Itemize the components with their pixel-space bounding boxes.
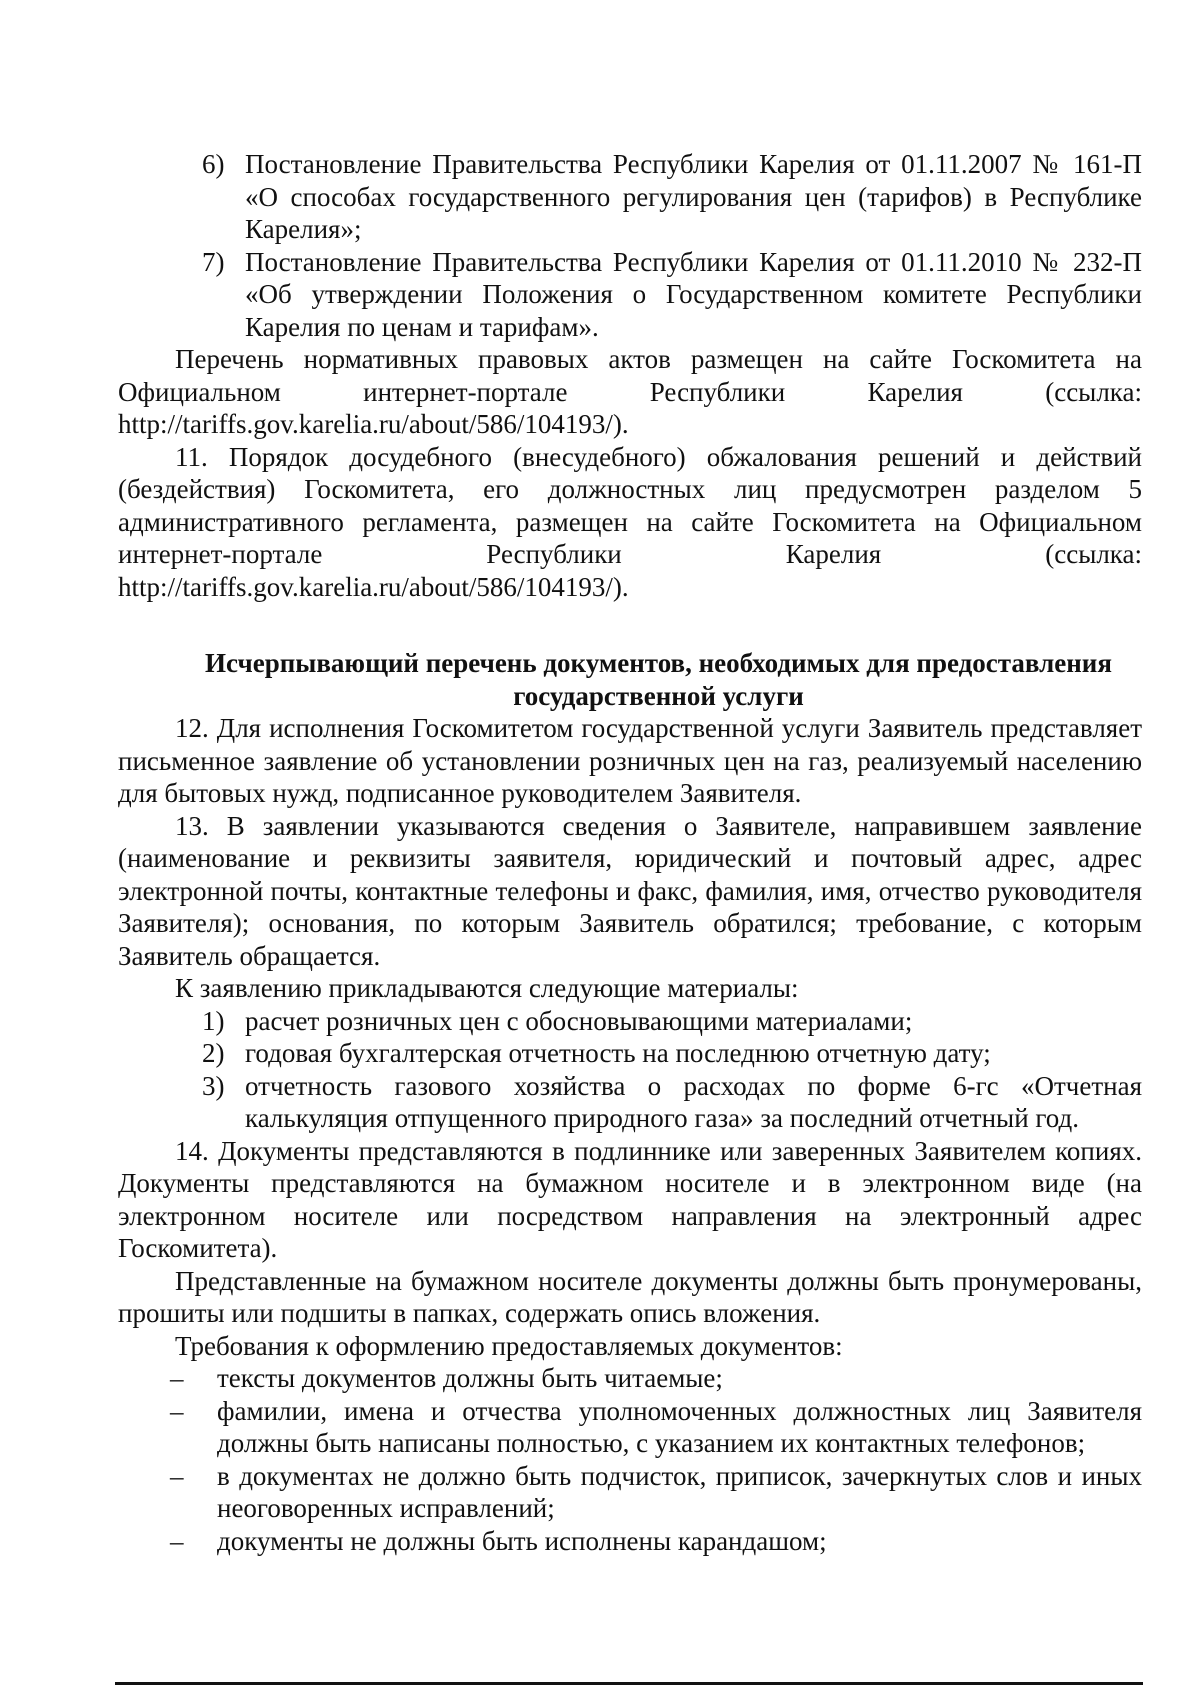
bullet-item <box>118 1362 1142 1395</box>
document-body <box>118 148 1142 1557</box>
list-item-number: 3) <box>202 1070 225 1101</box>
paragraph-13: 13. В заявлении указываются сведения о Заявителе, направившем заявление (наименование и реквизиты заявителя, юридический и почтовый адрес, адрес электронной почты, контактные телефоны и факс, фамилия, имя, отчество руководителя Заявителя); основания, по которым Заявитель обратился; требование, с которым Заявитель обращается. <box>118 810 1142 971</box>
list-item <box>118 246 1142 344</box>
list-item <box>118 148 1142 246</box>
list-item-number: 6) <box>202 149 225 179</box>
list-item <box>118 1037 1142 1070</box>
paragraph-requirements-intro: Требования к оформлению предоставляемых документов: <box>175 1330 843 1361</box>
bullet-item <box>118 1395 1142 1460</box>
list-item-text: отчетность газового хозяйства о расходах по форме 6-гс «Отчетная калькуляция отпущенного природного газа» за последний отчетный год. <box>245 1070 1142 1133</box>
paragraph-11: 11. Порядок досудебного (внесудебного) обжалования решений и действий (бездействия) Госкомитета, его должностных лиц предусмотрен разделом 5 административного регламента, размещен на сайте Госкомитета на Официальном интернет-портале Республики Карелия (ссылка: http://tariffs.gov.karelia.ru/about/586/104193/). <box>118 441 1142 602</box>
bullet-text: в документах не должно быть подчисток, приписок, зачеркнутых слов и иных неоговоренных исправлений; <box>217 1460 1142 1523</box>
dash-bullet: – <box>170 1395 184 1426</box>
list-item-number: 2) <box>202 1038 225 1068</box>
dash-bullet: – <box>170 1460 184 1491</box>
list-item-text: расчет розничных цен с обосновывающими материалами; <box>245 1005 913 1036</box>
section-heading: Исчерпывающий перечень документов, необходимых для предоставления государственной услуги <box>205 648 1112 711</box>
bullet-item <box>118 1460 1142 1525</box>
bullet-item <box>118 1525 1142 1558</box>
bullet-text: фамилии, имена и отчества уполномоченных должностных лиц Заявителя должны быть написаны полностью, с указанием их контактных телефонов; <box>217 1395 1142 1458</box>
list-item <box>118 1005 1142 1038</box>
dash-bullet: – <box>170 1525 184 1556</box>
paragraph-paper-documents: Представленные на бумажном носителе документы должны быть пронумерованы, прошиты или подшиты в папках, содержать опись вложения. <box>118 1265 1142 1328</box>
paragraph-12: 12. Для исполнения Госкомитетом государственной услуги Заявитель представляет письменное заявление об установлении розничных цен на газ, реализуемый населению для бытовых нужд, подписанное руководителем Заявителя. <box>118 713 1142 808</box>
paragraph-acts-link: Перечень нормативных правовых актов размещен на сайте Госкомитета на Официальном интернет-портале Республики Карелия (ссылка: http://tariffs.gov.karelia.ru/about/586/104193/). <box>118 344 1142 439</box>
bullet-text: документы не должны быть исполнены карандашом; <box>217 1525 827 1556</box>
list-item-number: 1) <box>202 1005 225 1036</box>
paragraph-materials-intro: К заявлению прикладываются следующие материалы: <box>175 973 799 1003</box>
list-item-text: Постановление Правительства Республики Карелия от 01.11.2007 № 161-П «О способах государственного регулирования цен (тарифов) в Республике Карелия»; <box>245 149 1142 244</box>
bullet-text: тексты документов должны быть читаемые; <box>217 1363 723 1393</box>
list-item <box>118 1070 1142 1135</box>
paragraph-14: 14. Документы представляются в подлиннике или заверенных Заявителем копиях. Документы представляются на бумажном носителе и в электронном виде (на электронном носителе или посредством направления на электронный адрес Госкомитета). <box>118 1135 1142 1263</box>
list-item-text: годовая бухгалтерская отчетность на последнюю отчетную дату; <box>245 1038 991 1068</box>
list-item-number: 7) <box>202 246 225 277</box>
list-item-text: Постановление Правительства Республики Карелия от 01.11.2010 № 232-П «Об утверждении Положения о Государственном комитете Республики Карелия по ценам и тарифам». <box>245 246 1142 342</box>
footer-rule <box>115 1682 1143 1685</box>
dash-bullet: – <box>170 1363 184 1393</box>
